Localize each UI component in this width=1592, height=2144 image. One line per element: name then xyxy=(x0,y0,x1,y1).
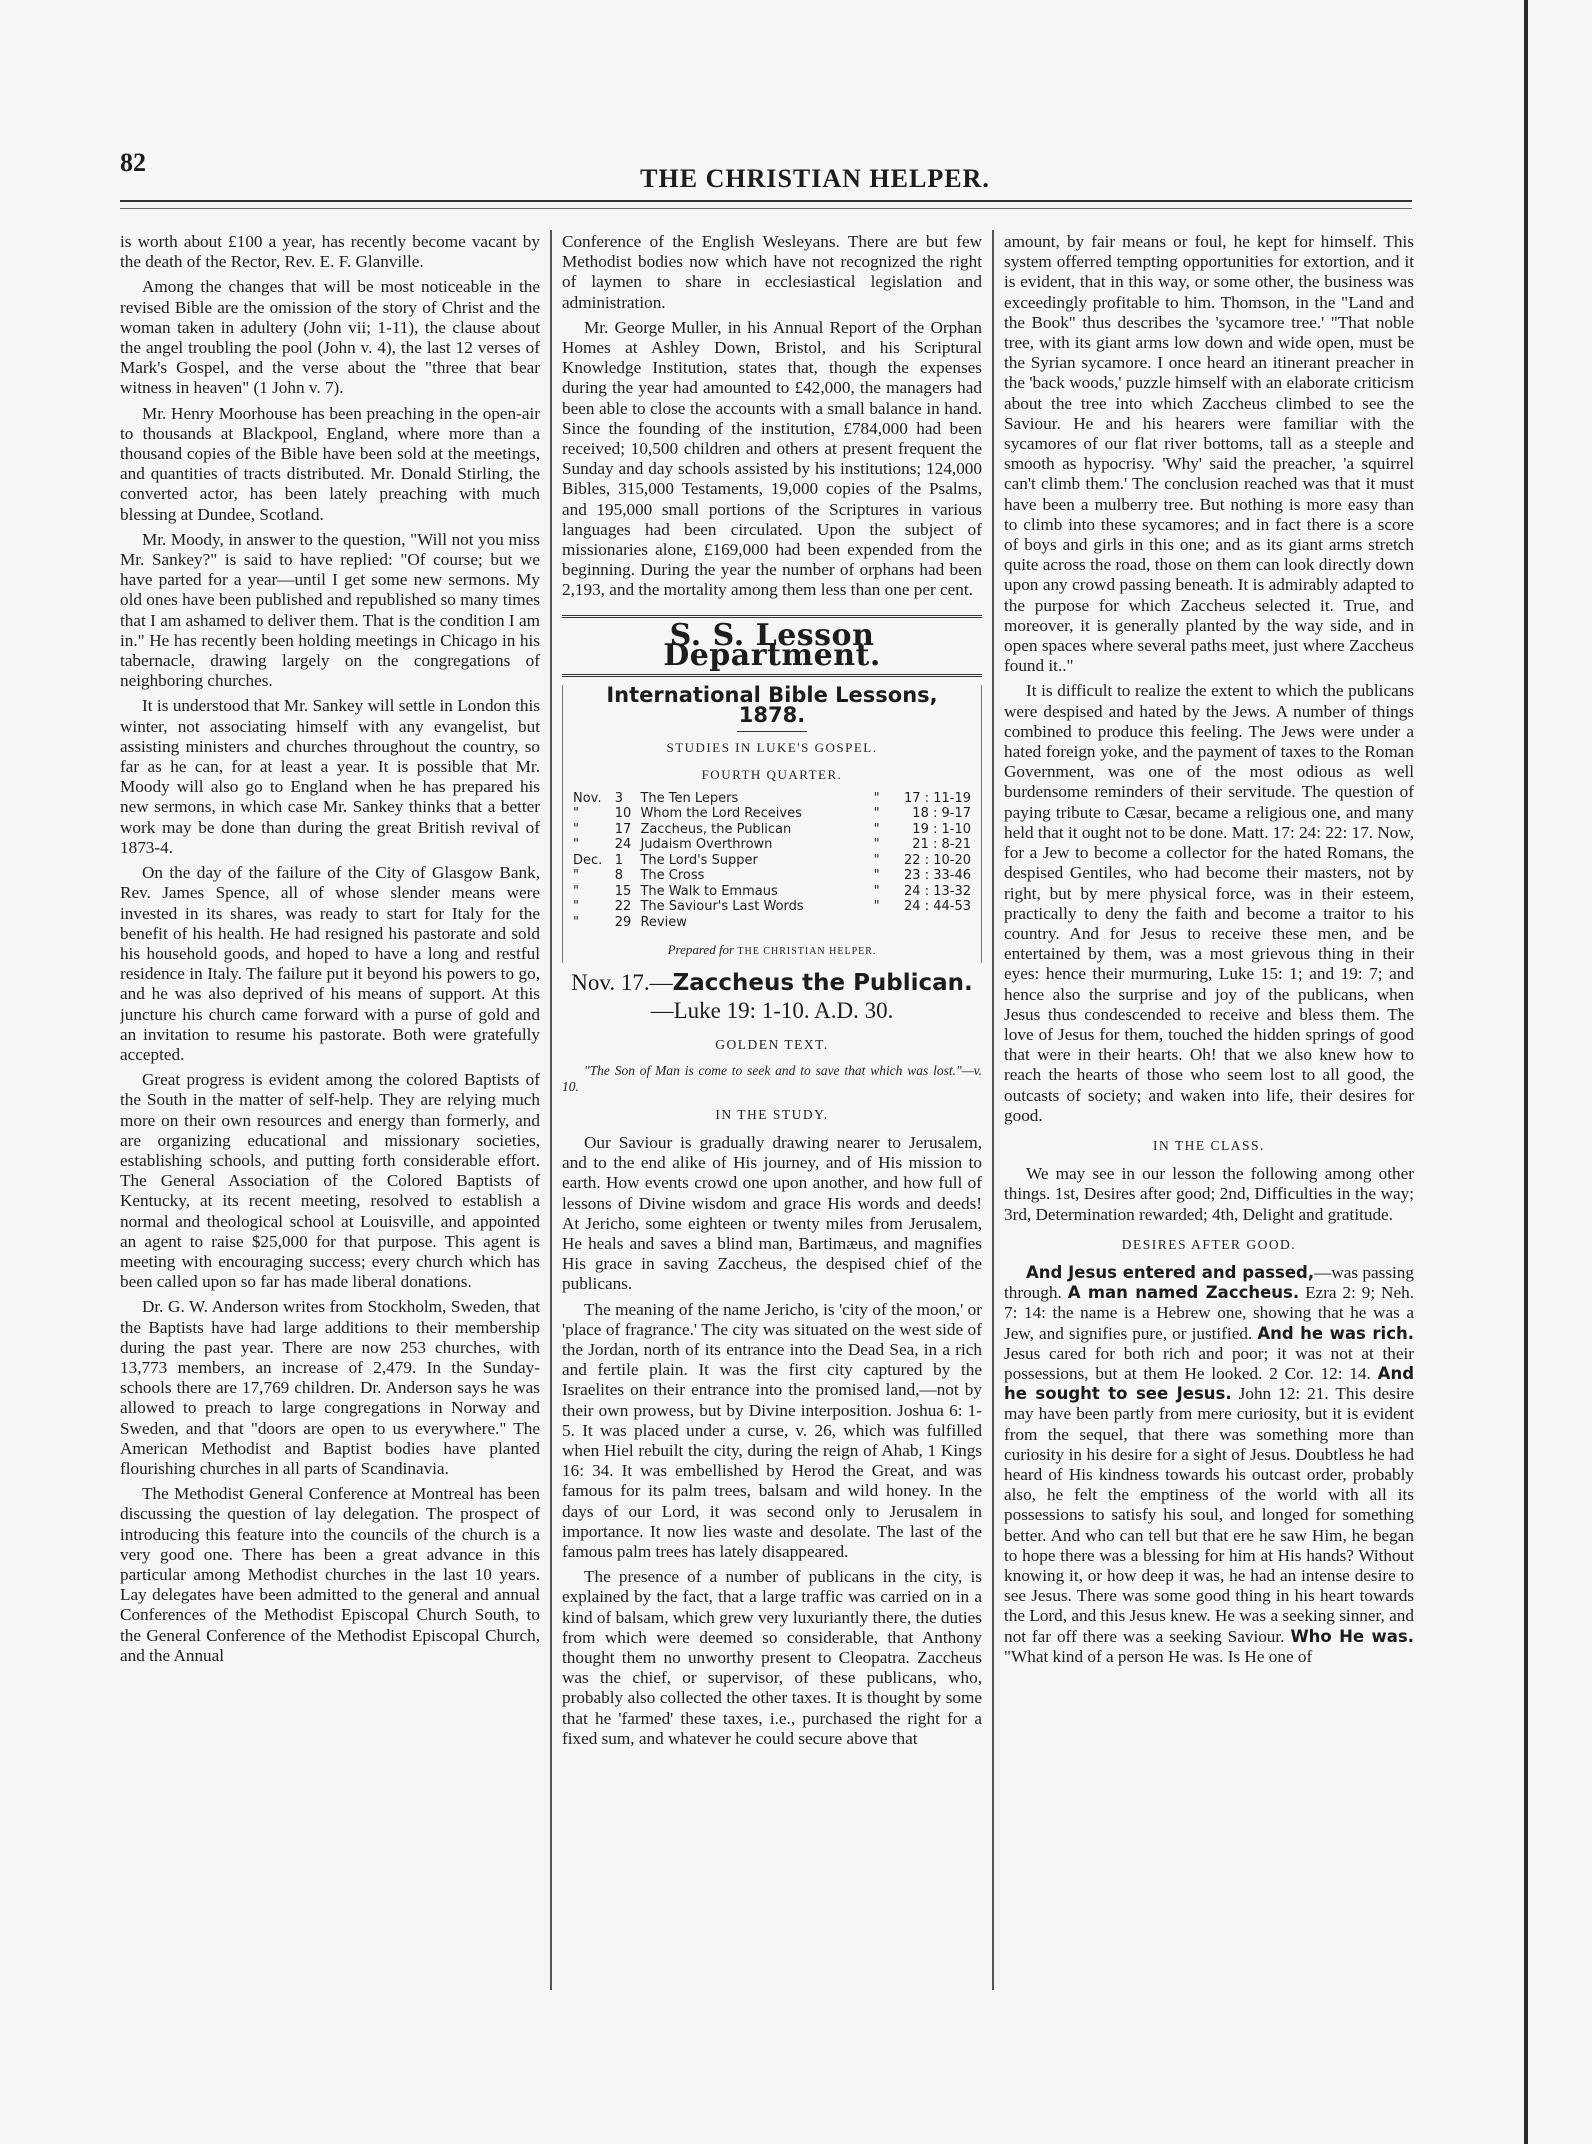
schedule-day: 15 xyxy=(614,883,632,899)
quarter-heading: FOURTH QUARTER. xyxy=(701,766,843,782)
schedule-title: Whom the Lord Receives xyxy=(640,806,802,822)
divider xyxy=(737,731,807,732)
lesson-reference: —Luke 19: 1-10. A.D. 30. xyxy=(650,997,894,1023)
commentary: "What kind of a person He was. Is He one of xyxy=(1004,1646,1313,1666)
paragraph: On the day of the failure of the City of Glasgow Bank, Rev. James Spence, all of whose slender means were invested in its shares, was ready to start for Italy for the benefit of his health. He had resigned his pastorate and sold his household goods, and hoped to have a long and restful residence in Italy. The failure put it beyond his powers to go, and he was also deprived of his means of support. At this juncture his church came forward with a purse of gold and an invitation to resume his pastorate. Both were gratefully accepted. xyxy=(120,863,540,1064)
paragraph: Mr. Moody, in answer to the question, "Will not you miss Mr. Sankey?" is said to have replied: "Of course; but we have parted for a year—until I get some new sermons. My old ones have been published and republished so many times that I am ashamed to deliver them. That is the condition I am in." He has recently been holding meetings in Chicago in his tabernacle, drawing largely on the congregations of neighboring churches. xyxy=(120,529,540,691)
schedule-ref xyxy=(884,915,973,931)
page-edge-shadow xyxy=(1524,0,1528,2144)
lesson-box xyxy=(562,685,982,963)
schedule-ref: 24 : 13-32 xyxy=(904,883,971,899)
schedule-title: Judaism Overthrown xyxy=(640,837,773,853)
schedule-book: " xyxy=(873,852,880,868)
lesson-schedule xyxy=(571,791,973,931)
paragraph: Among the changes that will be most noticeable in the revised Bible are the omission of the story of Christ and the woman taken in adultery (John vii; 1-11), the clause about the angel troubling the pool (John v. 4), the last 12 verses of Mark's Gospel, and the verse about the "three that bear witness in heaven" (1 John v. 7). xyxy=(120,277,540,398)
schedule-row xyxy=(571,884,973,900)
schedule-ref: 24 : 44-53 xyxy=(904,899,971,915)
verse-text: And he sought to see Jesus. xyxy=(1004,1363,1414,1404)
schedule-month: " xyxy=(573,868,579,884)
schedule-book: " xyxy=(873,806,880,822)
verse-text: And he was rich. xyxy=(1257,1323,1414,1343)
studies-heading: STUDIES IN LUKE'S GOSPEL. xyxy=(666,740,878,756)
schedule-ref: 19 : 1-10 xyxy=(912,821,971,837)
schedule-day: 8 xyxy=(614,868,623,884)
schedule-row xyxy=(571,806,973,822)
paragraph: The meaning of the name Jericho, is 'city of the moon,' or 'place of fragrance.' The city was situated on the west side of the Jordan, north of its entrance into the Dead Sea, in a rich and fertile plain. It was the first city captured by the Israelites on their entrance into the promised land,—not by their own prowess, but by Divine interposition. Joshua 6: 1-5. It was placed under a curse, v. 26, which was fulfilled when Hiel rebuilt the city, during the reign of Ahab, 1 Kings 16: 34. It was embellished by Herod the Great, and was famous for its palm trees, balsam and wild honey. In the days of our Lord, it was second only to Jerusalem in importance. It now lies waste and desolate. The last of the famous palm trees has lately disappeared. xyxy=(562,1299,982,1562)
schedule-month: Nov. xyxy=(573,790,602,806)
schedule-month: " xyxy=(573,899,579,915)
paragraph: Great progress is evident among the colored Baptists of the South in the matter of self-help. They are relying much more on their own resources and energy than formerly, and are organizing educational and missionary societies, establishing schools, and putting forth considerable effort. The General Association of the Colored Baptists of Kentucky, at its recent meeting, resolved to establish a normal and theological school at Louisville, and appointed an agent to raise $25,000 for that purpose. This agent is meeting with encouraging success; every church which has been called upon so far has made liberal donations. xyxy=(120,1070,540,1292)
lessons-title: International Bible Lessons, 1878. xyxy=(606,683,938,728)
schedule-book: " xyxy=(873,837,880,853)
desires-heading: DESIRES AFTER GOOD. xyxy=(1121,1236,1297,1252)
schedule-book: " xyxy=(873,883,880,899)
schedule-book: " xyxy=(873,790,880,806)
commentary: —was passing through. xyxy=(1004,1262,1414,1303)
study-heading: IN THE STUDY. xyxy=(715,1106,829,1122)
verse-text: Who He was. xyxy=(1290,1626,1414,1646)
schedule-month: " xyxy=(573,806,579,822)
schedule-ref: 22 : 10-20 xyxy=(904,852,971,868)
schedule-row xyxy=(571,915,973,931)
paragraph: Mr. George Muller, in his Annual Report of the Orphan Homes at Ashley Down, Bristol, and his Scriptural Knowledge Institution, states that, though the expenses during the year had amounted to £42,000, the managers had been able to close the accounts with a small balance in hand. Since the founding of the institution, £784,000 had been received; 10,500 children and others at present frequent the Sunday and day schools assisted by his institutions; 124,000 Bibles, 315,000 Testaments, 19,000 copies of the Psalms, and 195,000 small portions of the Scriptures in various languages had been circulated. Upon the subject of missionaries alone, £169,000 had been expended from the beginning. During the year the number of orphans had been 2,193, and the mortality among them less than one per cent. xyxy=(562,317,982,600)
schedule-ref: 23 : 33-46 xyxy=(904,868,971,884)
schedule-title: The Walk to Emmaus xyxy=(640,883,778,899)
page-number: 82 xyxy=(120,148,146,177)
schedule-row xyxy=(571,853,973,869)
column-left xyxy=(120,232,540,1992)
paragraph: Mr. Henry Moorhouse has been preaching in the open-air to thousands at Blackpool, England, where more than a thousand copies of the Bible have been sold at the meetings, and quantities of tracts distributed. Mr. Donald Stirling, the converted actor, has been lately preaching with much blessing at Dundee, Scotland. xyxy=(120,403,540,524)
lesson-heading xyxy=(562,969,982,1025)
paragraph: It is difficult to realize the extent to which the publicans were despised and hated by the Jews. A number of things combined to produce this feeling. The Jews were under a hated foreign yoke, and the payment of taxes to the Roman Government, was one of the most odious as well burdensome reminders of their servitude. The question of paying tribute to Cæsar, became a religious one, and many held that it ought not to be done. Matt. 17: 24: 22: 17. Now, for a Jew to become a collector for the hated Romans, the despised Gentiles, who had become their masters, not by right, but by mere physical force, was in their esteem, practically to deny the faith and become a traitor to his country. And for Jesus to receive these men, and be entertained by them, was a most grievous thing in their eyes: hence their murmuring, Luke 15: 1; and 19: 7; and hence also the surprise and joy of the publicans, when Jesus thus condescended to receive and bless them. The love of Jesus for them, touched the hidden springs of good that were in their hearts. Oh! that we also knew how to reach the hearts of those who seem lost to all good, the outcasts of society; and waken into life, their desires for good. xyxy=(1004,681,1414,1125)
department-title: S. S. Lesson Department. xyxy=(562,615,982,677)
schedule-day: 1 xyxy=(614,852,623,868)
schedule-month: " xyxy=(573,883,579,899)
schedule-day: 10 xyxy=(614,806,632,822)
schedule-title: The Ten Lepers xyxy=(640,790,739,806)
schedule-month: " xyxy=(573,837,579,853)
verse-text: A man named Zaccheus. xyxy=(1067,1283,1300,1303)
schedule-book: " xyxy=(873,868,880,884)
schedule-day: 17 xyxy=(614,821,632,837)
schedule-day: 22 xyxy=(614,899,632,915)
paragraph: We may see in our lesson the following among other things. 1st, Desires after good; 2nd, Difficulties in the way; 3rd, Determination rewarded; 4th, Delight and gratitude. xyxy=(1004,1164,1414,1224)
schedule-month: Dec. xyxy=(573,852,603,868)
lesson-name: Zaccheus the Publican. xyxy=(672,969,973,996)
column-right xyxy=(1004,232,1414,1992)
column-divider xyxy=(550,230,552,1990)
paragraph: Dr. G. W. Anderson writes from Stockholm, Sweden, that the Baptists have had large additions to their membership during the past year. There are now 253 churches, with 13,773 members, an increase of 2,479. In the Sunday-schools there are 17,769 children. Dr. Anderson says he was allowed to preach to large congregations in Norway and Sweden, and that "doors are open to us everywhere." The American Methodist and Baptist bodies have planted flourishing churches in all parts of Scandinavia. xyxy=(120,1297,540,1478)
prepared-journal: THE CHRISTIAN HELPER. xyxy=(737,946,877,958)
commentary: Jesus cared for both rich and poor; it was not at their possessions, but at them He looked. 2 Cor. 12: 14. xyxy=(1004,1343,1414,1383)
header-rule xyxy=(120,200,1412,209)
schedule-row xyxy=(571,868,973,884)
schedule-day: 3 xyxy=(614,790,623,806)
schedule-row xyxy=(571,899,973,915)
paragraph: It is understood that Mr. Sankey will settle in London this winter, not associating himself with any evangelist, but assisting ministers and churches throughout the country, so far as he can, for at least a year. It is possible that Mr. Moody will also go to England when he has prepared his new sermons, in which case Mr. Sankey thinks that a better work may be done than during the great British revival of 1873-4. xyxy=(120,696,540,857)
column-divider xyxy=(992,230,994,1990)
schedule-ref: 18 : 9-17 xyxy=(912,806,971,822)
schedule-day: 29 xyxy=(614,914,632,930)
verse-text: And Jesus entered and passed, xyxy=(1026,1262,1315,1282)
paragraph: amount, by fair means or foul, he kept for himself. This system offerred tempting opportunities for extortion, and it is evident, that in this way, or some other, the business was exceedingly profitable to him. Thomson, in the "Land and the Book" thus describes the 'sycamore tree.' "That noble tree, with its giant arms low down and wide open, must be the Syrian sycamore. I once heard an itinerant preacher in the 'back woods,' puzzle himself with an elaborate criticism about the tree into which Zaccheus climbed to see the Saviour. He and his hearers were familiar with the sycamores of our flat river bottoms, tall as a steeple and smooth as hypocrisy. 'Why' said the preacher, 'a squirrel can't climb them.' The conclusion reached was that it must have been a mulberry tree. But nothing is more easy than to climb into these sycamores; and in fact there is a score of boys and girls in this one; and as its giant arms stretch quite across the road, those on them can look directly down upon any crowd passing beneath. It is admirably adapted to the purpose for which Zaccheus selected it. True, and moreover, it is generally planted by the way side, and in open spaces where several paths meet, just where Zaccheus found it.." xyxy=(1004,232,1414,676)
schedule-title: The Lord's Supper xyxy=(640,852,758,868)
paragraph: The presence of a number of publicans in the city, is explained by the fact, that a large traffic was carried on in a kind of balsam, which grew very luxuriantly there, the duties from which were deemed so considerable, that Anthony thought them no unworthy present to Cleopatra. Zaccheus was the chief, or supervisor, of these publicans, who, probably also collected the other taxes. It is thought by some that he 'farmed' these taxes, i.e., purchased the right for a fixed sum, and whatever he could secure above that xyxy=(562,1567,982,1748)
golden-text: "The Son of Man is come to seek and to save that which was lost."—v. 10. xyxy=(562,1062,982,1094)
golden-text-heading: GOLDEN TEXT. xyxy=(715,1036,829,1052)
schedule-book xyxy=(872,915,885,931)
schedule-row xyxy=(571,822,973,838)
commentary: Ezra 2: 9; Neh. 7: 14: the name is a Hebrew one, showing that he was a Jew, and signifies pure, or justified. xyxy=(1004,1283,1414,1343)
schedule-title: The Cross xyxy=(640,868,705,884)
column-middle xyxy=(562,232,982,1992)
schedule-row xyxy=(571,837,973,853)
schedule-title: Review xyxy=(640,914,687,930)
lesson-date: Nov. 17.— xyxy=(571,969,673,995)
paragraph-desires xyxy=(1004,1263,1414,1667)
class-heading: IN THE CLASS. xyxy=(1153,1137,1265,1153)
schedule-month: " xyxy=(573,821,579,837)
schedule-day: 24 xyxy=(614,837,632,853)
schedule-row xyxy=(571,791,973,807)
schedule-book: " xyxy=(873,899,880,915)
schedule-ref: 21 : 8-21 xyxy=(912,837,971,853)
schedule-book: " xyxy=(873,821,880,837)
paragraph: Our Saviour is gradually drawing nearer to Jerusalem, and to the end alike of His journey, and of His mission to earth. How events crowd one upon another, and how full of lessons of Divine wisdom and grace His words and deeds! At Jericho, some eighteen or twenty miles from Jerusalem, He heals and saves a blind man, Bartimæus, and magnifies His grace in saving Zaccheus, the despised chief of the publicans. xyxy=(562,1132,982,1294)
paragraph: is worth about £100 a year, has recently become vacant by the death of the Rector, Rev. E. F. Glanville. xyxy=(120,232,540,272)
page-header xyxy=(120,148,1510,192)
schedule-title: Zaccheus, the Publican xyxy=(640,821,792,837)
prepared-for xyxy=(571,940,973,962)
schedule-ref: 17 : 11-19 xyxy=(904,790,971,806)
schedule-title: The Saviour's Last Words xyxy=(640,899,804,915)
schedule-month: " xyxy=(573,914,579,930)
prepared-label: Prepared for xyxy=(667,942,735,958)
paragraph: Conference of the English Wesleyans. There are but few Methodist bodies now which have not recognized the right of laymen to share in ecclesiastical legislation and administration. xyxy=(562,232,982,312)
commentary: John 12: 21. This desire may have been partly from mere curiosity, but it is evident from the sequel, that there was something more than curiosity in his desire for a sight of Jesus. Doubtless he had heard of His kindness towards his outcast order, probably also, he felt the emptiness of the world with all its possessions to satisfy his soul, and longed for something better. And who can tell but that ere he saw Him, he began to hope there was a blessing for him at His hands? Without knowing it, or how deep it was, he had an intense desire to see Jesus. There was some good thing in his heart towards the Lord, and this Jesus knew. He was a seeking sinner, and not far off there was a seeking Saviour. xyxy=(1004,1384,1414,1646)
paragraph: The Methodist General Conference at Montreal has been discussing the question of lay delegation. The prospect of introducing this feature into the councils of the church is a very good one. There has been a great advance in this particular among Methodist churches in the last 10 years. Lay delegates have been admitted to the general and annual Conferences of the Methodist Episcopal Church South, to the General Conference of the Methodist Episcopal Church, and the Annual xyxy=(120,1484,540,1665)
journal-title: THE CHRISTIAN HELPER. xyxy=(640,164,990,193)
